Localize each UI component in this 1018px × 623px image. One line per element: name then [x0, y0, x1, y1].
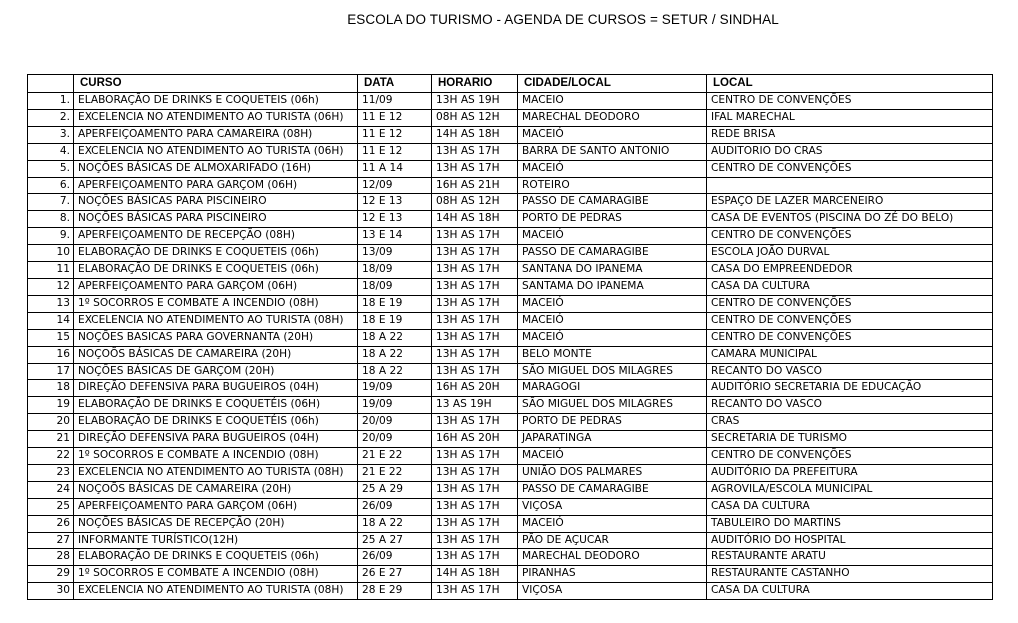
- table-header: [28, 75, 993, 93]
- row-number: 11: [28, 262, 74, 279]
- horario-cell: 13H AS 17H: [432, 363, 518, 380]
- cidade-cell: PASSO DE CAMARAGIBE: [518, 481, 707, 498]
- table-row: [28, 363, 993, 380]
- local-cell: CASA DE EVENTOS (PISCINA DO ZÉ DO BELO): [707, 211, 993, 228]
- table-row: [28, 481, 993, 498]
- curso-cell: NOÇOÕS BÁSICAS DE CAMAREIRA (20H): [74, 346, 358, 363]
- table-row: [28, 93, 993, 110]
- data-cell: 13/09: [358, 245, 432, 262]
- cidade-cell: BARRA DE SANTO ANTONIO: [518, 143, 707, 160]
- row-number: 22: [28, 448, 74, 465]
- horario-cell: 13H AS 17H: [432, 583, 518, 600]
- horario-cell: 16H AS 21H: [432, 177, 518, 194]
- cidade-cell: MARECHAL DEODORO: [518, 109, 707, 126]
- data-cell: 25 A 27: [358, 532, 432, 549]
- local-cell: AUDITORIO DO CRAS: [707, 143, 993, 160]
- row-number: 6.: [28, 177, 74, 194]
- horario-cell: 08H AS 12H: [432, 194, 518, 211]
- header-cell-local: LOCAL: [707, 75, 993, 93]
- cidade-cell: MACEIÓ: [518, 312, 707, 329]
- local-cell: ESCOLA JOÃO DURVAL: [707, 245, 993, 262]
- table-body: [28, 93, 993, 600]
- row-number: 27: [28, 532, 74, 549]
- horario-cell: 13H AS 17H: [432, 515, 518, 532]
- table-row: [28, 380, 993, 397]
- horario-cell: 13H AS 17H: [432, 464, 518, 481]
- cidade-cell: MARAGOGI: [518, 380, 707, 397]
- horario-cell: 08H AS 12H: [432, 109, 518, 126]
- local-cell: AUDITÓRIO DO HOSPITAL: [707, 532, 993, 549]
- local-cell: [707, 177, 993, 194]
- horario-cell: 13H AS 17H: [432, 329, 518, 346]
- row-number: 9.: [28, 228, 74, 245]
- curso-cell: ELABORAÇÃO DE DRINKS E COQUETEIS (06h): [74, 549, 358, 566]
- local-cell: CASA DO EMPREENDEDOR: [707, 262, 993, 279]
- document-title-text: ESCOLA DO TURISMO - AGENDA DE CURSOS = SETUR / SINDHAL: [347, 12, 779, 27]
- table-row: [28, 143, 993, 160]
- horario-cell: 13H AS 17H: [432, 498, 518, 515]
- data-cell: 11 E 12: [358, 126, 432, 143]
- cidade-cell: MACEIÓ: [518, 329, 707, 346]
- curso-cell: APERFEIÇOAMENTO DE RECEPÇÃO (08H): [74, 228, 358, 245]
- data-cell: 18 A 22: [358, 363, 432, 380]
- local-cell: REDE BRISA: [707, 126, 993, 143]
- curso-cell: EXCELENCIA NO ATENDIMENTO AO TURISTA (08H): [74, 312, 358, 329]
- cidade-cell: ROTEIRO: [518, 177, 707, 194]
- table-row: [28, 126, 993, 143]
- curso-cell: INFORMANTE TURÍSTICO(12H): [74, 532, 358, 549]
- row-number: 24: [28, 481, 74, 498]
- cidade-cell: SANTAMA DO IPANEMA: [518, 278, 707, 295]
- table-row: [28, 329, 993, 346]
- local-cell: CASA DA CULTURA: [707, 498, 993, 515]
- curso-cell: DIREÇÃO DEFENSIVA PARA BUGUEIROS (04H): [74, 431, 358, 448]
- table-row: [28, 346, 993, 363]
- curso-cell: ELABORAÇÃO DE DRINKS E COQUETÉIS (06h): [74, 414, 358, 431]
- cidade-cell: MACEIÓ: [518, 448, 707, 465]
- row-number: 30: [28, 583, 74, 600]
- row-number: 5.: [28, 160, 74, 177]
- local-cell: IFAL MARECHAL: [707, 109, 993, 126]
- curso-cell: APERFEIÇOAMENTO PARA GARÇOM (06H): [74, 177, 358, 194]
- horario-cell: 13H AS 17H: [432, 295, 518, 312]
- table-row: [28, 262, 993, 279]
- table-row: [28, 583, 993, 600]
- header-cell-curso: CURSO: [74, 75, 358, 93]
- local-cell: AGROVILA/ESCOLA MUNICIPAL: [707, 481, 993, 498]
- curso-cell: EXCELENCIA NO ATENDIMENTO AO TURISTA (06H): [74, 143, 358, 160]
- row-number: 7.: [28, 194, 74, 211]
- row-number: 4.: [28, 143, 74, 160]
- table-row: [28, 566, 993, 583]
- local-cell: RECANTO DO VASCO: [707, 363, 993, 380]
- row-number: 13: [28, 295, 74, 312]
- cidade-cell: MACEIO: [518, 93, 707, 110]
- header-row: [28, 75, 993, 93]
- horario-cell: 13H AS 17H: [432, 228, 518, 245]
- table-row: [28, 448, 993, 465]
- header-cell-data: DATA: [358, 75, 432, 93]
- row-number: 2.: [28, 109, 74, 126]
- curso-cell: 1º SOCORROS E COMBATE A INCENDIO (08H): [74, 295, 358, 312]
- horario-cell: 14H AS 18H: [432, 126, 518, 143]
- table-row: [28, 160, 993, 177]
- table-row: [28, 109, 993, 126]
- curso-cell: NOÇÕES BÁSICAS PARA PISCINEIRO: [74, 211, 358, 228]
- table-row: [28, 549, 993, 566]
- data-cell: 25 A 29: [358, 481, 432, 498]
- row-number: 15: [28, 329, 74, 346]
- row-number: 28: [28, 549, 74, 566]
- row-number: 19: [28, 397, 74, 414]
- data-cell: 18/09: [358, 262, 432, 279]
- row-number: 12: [28, 278, 74, 295]
- row-number: 26: [28, 515, 74, 532]
- curso-cell: NOÇÕES BÁSICAS PARA PISCINEIRO: [74, 194, 358, 211]
- local-cell: RECANTO DO VASCO: [707, 397, 993, 414]
- data-cell: 26 E 27: [358, 566, 432, 583]
- cidade-cell: SÃO MIGUEL DOS MILAGRES: [518, 397, 707, 414]
- local-cell: CENTRO DE CONVENÇÕES: [707, 448, 993, 465]
- row-number: 16: [28, 346, 74, 363]
- curso-cell: NOÇOÕS BÁSICAS DE CAMAREIRA (20H): [74, 481, 358, 498]
- row-number: 23: [28, 464, 74, 481]
- local-cell: CASA DA CULTURA: [707, 583, 993, 600]
- table-row: [28, 295, 993, 312]
- horario-cell: 13H AS 17H: [432, 160, 518, 177]
- data-cell: 11 E 12: [358, 143, 432, 160]
- row-number: 17: [28, 363, 74, 380]
- horario-cell: 13 AS 19H: [432, 397, 518, 414]
- table-row: [28, 194, 993, 211]
- table-row: [28, 397, 993, 414]
- cidade-cell: VIÇOSA: [518, 498, 707, 515]
- data-cell: 26/09: [358, 498, 432, 515]
- row-number: 20: [28, 414, 74, 431]
- horario-cell: 13H AS 17H: [432, 549, 518, 566]
- data-cell: 21 E 22: [358, 464, 432, 481]
- table-row: [28, 515, 993, 532]
- cidade-cell: PÃO DE AÇUCAR: [518, 532, 707, 549]
- local-cell: CASA DA CULTURA: [707, 278, 993, 295]
- data-cell: 11 E 12: [358, 109, 432, 126]
- local-cell: AUDITÓRIO SECRETARIA DE EDUCAÇÃO: [707, 380, 993, 397]
- data-cell: 19/09: [358, 397, 432, 414]
- cidade-cell: BELO MONTE: [518, 346, 707, 363]
- data-cell: 20/09: [358, 414, 432, 431]
- cidade-cell: PORTO DE PEDRAS: [518, 414, 707, 431]
- row-number: 3.: [28, 126, 74, 143]
- horario-cell: 13H AS 17H: [432, 262, 518, 279]
- table-row: [28, 498, 993, 515]
- curso-cell: 1º SOCORROS E COMBATE A INCENDIO (08H): [74, 448, 358, 465]
- row-number: 29: [28, 566, 74, 583]
- cidade-cell: MACEIÓ: [518, 126, 707, 143]
- local-cell: CENTRO DE CONVENÇÕES: [707, 228, 993, 245]
- curso-cell: NOÇÕES BÁSICAS DE GARÇOM (20H): [74, 363, 358, 380]
- horario-cell: 13H AS 17H: [432, 245, 518, 262]
- local-cell: CRAS: [707, 414, 993, 431]
- curso-cell: DIREÇÃO DEFENSIVA PARA BUGUEIROS (04H): [74, 380, 358, 397]
- table-row: [28, 532, 993, 549]
- curso-cell: ELABORAÇÃO DE DRINKS E COQUETÉIS (06H): [74, 397, 358, 414]
- horario-cell: 14H AS 18H: [432, 211, 518, 228]
- cidade-cell: SANTANA DO IPANEMA: [518, 262, 707, 279]
- data-cell: 18 A 22: [358, 329, 432, 346]
- data-cell: 28 E 29: [358, 583, 432, 600]
- table-row: [28, 464, 993, 481]
- local-cell: CENTRO DE CONVENÇÕES: [707, 93, 993, 110]
- row-number: 14: [28, 312, 74, 329]
- horario-cell: 16H AS 20H: [432, 380, 518, 397]
- data-cell: 18/09: [358, 278, 432, 295]
- data-cell: 11/09: [358, 93, 432, 110]
- table-row: [28, 228, 993, 245]
- local-cell: CENTRO DE CONVENÇÕES: [707, 160, 993, 177]
- cidade-cell: MACEIÓ: [518, 515, 707, 532]
- cidade-cell: VIÇOSA: [518, 583, 707, 600]
- table-row: [28, 414, 993, 431]
- cidade-cell: MACEIÓ: [518, 295, 707, 312]
- horario-cell: 14H AS 18H: [432, 566, 518, 583]
- cidade-cell: MACEIÓ: [518, 160, 707, 177]
- data-cell: 12 E 13: [358, 211, 432, 228]
- curso-cell: ELABORAÇÃO DE DRINKS E COQUETEIS (06h): [74, 262, 358, 279]
- cidade-cell: PIRANHAS: [518, 566, 707, 583]
- row-number: 1.: [28, 93, 74, 110]
- data-cell: 12/09: [358, 177, 432, 194]
- data-cell: 11 A 14: [358, 160, 432, 177]
- data-cell: 18 A 22: [358, 515, 432, 532]
- row-number: 10: [28, 245, 74, 262]
- cidade-cell: PASSO DE CAMARAGIBE: [518, 245, 707, 262]
- horario-cell: 13H AS 17H: [432, 143, 518, 160]
- cidade-cell: JAPARATINGA: [518, 431, 707, 448]
- curso-cell: NOÇÕES BÁSICAS DE ALMOXARIFADO (16H): [74, 160, 358, 177]
- horario-cell: 13H AS 17H: [432, 448, 518, 465]
- horario-cell: 16H AS 20H: [432, 431, 518, 448]
- row-number: 18: [28, 380, 74, 397]
- data-cell: 19/09: [358, 380, 432, 397]
- horario-cell: 13H AS 19H: [432, 93, 518, 110]
- row-number: 21: [28, 431, 74, 448]
- table-row: [28, 245, 993, 262]
- table-row: [28, 312, 993, 329]
- local-cell: AUDITÓRIO DA PREFEITURA: [707, 464, 993, 481]
- data-cell: 18 E 19: [358, 295, 432, 312]
- curso-cell: 1º SOCORROS E COMBATE A INCENDIO (08H): [74, 566, 358, 583]
- curso-cell: NOÇÕES BASICAS PARA GOVERNANTA (20H): [74, 329, 358, 346]
- local-cell: SECRETARIA DE TURISMO: [707, 431, 993, 448]
- curso-cell: EXCELENCIA NO ATENDIMENTO AO TURISTA (06H): [74, 109, 358, 126]
- local-cell: ESPAÇO DE LAZER MARCENEIRO: [707, 194, 993, 211]
- curso-cell: APERFEIÇOAMENTO PARA GARÇOM (06H): [74, 278, 358, 295]
- local-cell: CENTRO DE CONVENÇÕES: [707, 295, 993, 312]
- row-number: 25: [28, 498, 74, 515]
- cidade-cell: PORTO DE PEDRAS: [518, 211, 707, 228]
- horario-cell: 13H AS 17H: [432, 312, 518, 329]
- header-cell-index: [28, 75, 74, 93]
- data-cell: 20/09: [358, 431, 432, 448]
- header-cell-horario: HORARIO: [432, 75, 518, 93]
- local-cell: RESTAURANTE ARATU: [707, 549, 993, 566]
- cidade-cell: PASSO DE CAMARAGIBE: [518, 194, 707, 211]
- horario-cell: 13H AS 17H: [432, 346, 518, 363]
- header-cell-cidade-local: CIDADE/LOCAL: [518, 75, 707, 93]
- table-row: [28, 278, 993, 295]
- table-row: [28, 211, 993, 228]
- local-cell: CENTRO DE CONVENÇÕES: [707, 329, 993, 346]
- horario-cell: 13H AS 17H: [432, 278, 518, 295]
- table-row: [28, 431, 993, 448]
- horario-cell: 13H AS 17H: [432, 481, 518, 498]
- curso-cell: APERFEIÇOAMENTO PARA GARÇOM (06H): [74, 498, 358, 515]
- local-cell: CENTRO DE CONVENÇÕES: [707, 312, 993, 329]
- curso-cell: ELABORAÇÃO DE DRINKS E COQUETEIS (06h): [74, 93, 358, 110]
- cidade-cell: UNIÃO DOS PALMARES: [518, 464, 707, 481]
- data-cell: 13 E 14: [358, 228, 432, 245]
- curso-cell: ELABORAÇÃO DE DRINKS E COQUETEIS (06h): [74, 245, 358, 262]
- local-cell: TABULEIRO DO MARTINS: [707, 515, 993, 532]
- local-cell: RESTAURANTE CASTANHO: [707, 566, 993, 583]
- cidade-cell: MARECHAL DEODORO: [518, 549, 707, 566]
- curso-cell: APERFEIÇOAMENTO PARA CAMAREIRA (08H): [74, 126, 358, 143]
- curso-cell: NOÇÕES BÁSICAS DE RECEPÇÃO (20H): [74, 515, 358, 532]
- row-number: 8.: [28, 211, 74, 228]
- table-row: [28, 177, 993, 194]
- curso-cell: EXCELENCIA NO ATENDIMENTO AO TURISTA (08H): [74, 464, 358, 481]
- curso-cell: EXCELENCIA NO ATENDIMENTO AO TURISTA (08H): [74, 583, 358, 600]
- course-schedule-table: [27, 74, 993, 600]
- data-cell: 18 E 19: [358, 312, 432, 329]
- cidade-cell: MACEIÓ: [518, 228, 707, 245]
- data-cell: 12 E 13: [358, 194, 432, 211]
- local-cell: CAMARA MUNICIPAL: [707, 346, 993, 363]
- cidade-cell: SÃO MIGUEL DOS MILAGRES: [518, 363, 707, 380]
- data-cell: 26/09: [358, 549, 432, 566]
- document-title: [0, 12, 1018, 27]
- data-cell: 18 A 22: [358, 346, 432, 363]
- data-cell: 21 E 22: [358, 448, 432, 465]
- horario-cell: 13H AS 17H: [432, 414, 518, 431]
- horario-cell: 13H AS 17H: [432, 532, 518, 549]
